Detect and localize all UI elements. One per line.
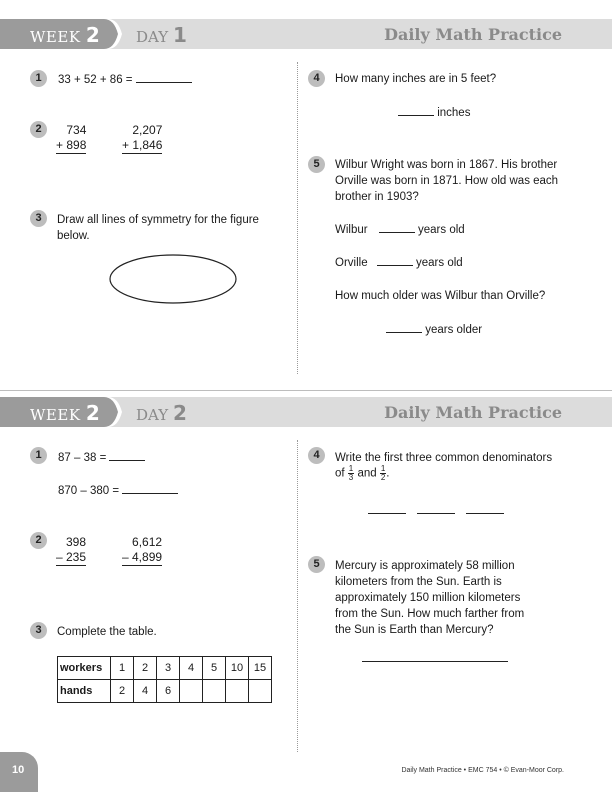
minuend: 6,612 — [132, 535, 163, 549]
day1-column-divider — [297, 62, 298, 374]
day1-q5-line3: brother in 1903? — [335, 191, 419, 203]
answer-blank[interactable] — [377, 254, 413, 266]
answer-blank[interactable] — [136, 71, 192, 83]
day2-q5-line4: from the Sun. How much farther from — [335, 608, 525, 620]
table-cell: 4 — [180, 657, 203, 680]
answer-blank[interactable] — [122, 482, 178, 494]
table-cell: 2 — [111, 680, 134, 703]
day2-q1-text-b: 870 – 380 = — [58, 482, 178, 499]
day2-q2-problem-a — [56, 535, 86, 566]
section-separator — [0, 390, 612, 391]
day2-header-band — [0, 397, 612, 427]
day1-q5-line2: Orville was born in 1871. How old was each — [335, 175, 559, 187]
day2-q3-text: Complete the table. — [57, 626, 157, 638]
day1-q4-number: 4 — [308, 70, 325, 87]
table-cell: 3 — [157, 657, 180, 680]
footer-credit: Daily Math Practice • EMC 754 • © Evan-Moor Corp. — [401, 767, 564, 774]
day1-q4-text: How many inches are in 5 feet? — [335, 73, 497, 85]
answer-blank[interactable] — [466, 513, 504, 514]
day2-q2-number: 2 — [30, 532, 47, 549]
day2-q5-line1: Mercury is approximately 58 million — [335, 560, 515, 572]
oval-figure[interactable] — [108, 253, 238, 305]
day1-week-label: WEEK 2 — [30, 23, 101, 47]
table-cell-blank[interactable] — [203, 680, 226, 703]
subtrahend: – 235 — [56, 550, 87, 564]
fraction-one-third: $\frac{1}{3}$ — [348, 464, 354, 482]
table-cell-blank[interactable] — [180, 680, 203, 703]
day2-q5-line2: kilometers from the Sun. Earth is — [335, 576, 502, 588]
day1-q2-problem-b — [122, 123, 162, 154]
day2-q3-number: 3 — [30, 622, 47, 639]
day1-q4-answer: inches — [398, 104, 470, 121]
day1-q5-older-row: years older — [386, 321, 482, 338]
day1-q5-question: How much older was Wilbur than Orville? — [335, 290, 546, 302]
day1-q5-wilbur-row: Wilbur years old — [335, 221, 465, 238]
addend-bottom: + 1,846 — [122, 138, 163, 152]
addend-top: 734 — [66, 123, 87, 137]
fraction-one-half: $\frac{1}{2}$ — [380, 464, 386, 482]
row-label: workers — [58, 657, 111, 680]
day1-q5-number: 5 — [308, 156, 325, 173]
day1-q3-line2: below. — [57, 230, 90, 242]
answer-blank[interactable] — [379, 221, 415, 233]
answer-blank[interactable] — [109, 449, 145, 461]
day2-q4-number: 4 — [308, 447, 325, 464]
day2-q1-number: 1 — [30, 447, 47, 464]
table-cell: 15 — [249, 657, 272, 680]
day1-q5-line1: Wilbur Wright was born in 1867. His brother — [335, 159, 558, 171]
answer-blank[interactable] — [417, 513, 455, 514]
table-cell: 6 — [157, 680, 180, 703]
table-cell-blank[interactable] — [249, 680, 272, 703]
subtrahend: – 4,899 — [122, 550, 163, 564]
table-cell: 5 — [203, 657, 226, 680]
day2-day-label: DAY 2 — [136, 401, 187, 425]
answer-blank[interactable] — [398, 104, 434, 116]
day2-q5-line3: approximately 150 million kilometers — [335, 592, 521, 604]
table-row-workers — [58, 657, 272, 680]
table-cell: 10 — [226, 657, 249, 680]
day2-q5-line5: the Sun is Earth than Mercury? — [335, 624, 494, 636]
day1-day-label: DAY 1 — [136, 23, 187, 47]
day1-q3-line1: Draw all lines of symmetry for the figure — [57, 214, 259, 226]
table-cell: 4 — [134, 680, 157, 703]
answer-blank[interactable] — [368, 513, 406, 514]
day1-header-band — [0, 19, 612, 49]
day1-week-tab — [0, 19, 124, 49]
day2-q2-problem-b — [122, 535, 162, 566]
day1-q3-number: 3 — [30, 210, 47, 227]
minuend: 398 — [66, 535, 87, 549]
day1-q2-number: 2 — [30, 121, 47, 138]
day1-q5-orville-row: Orville years old — [335, 254, 463, 271]
day2-column-divider — [297, 440, 298, 752]
day2-title: Daily Math Practice — [384, 403, 562, 422]
day2-q5-number: 5 — [308, 556, 325, 573]
day2-q1-text-a: 87 – 38 = — [58, 449, 145, 466]
row-label: hands — [58, 680, 111, 703]
table-row-hands — [58, 680, 272, 703]
workers-hands-table — [57, 656, 272, 703]
day1-q1-number: 1 — [30, 70, 47, 87]
page-number: 10 — [12, 764, 25, 776]
answer-blank[interactable] — [386, 321, 422, 333]
day2-q4-line2: of $\frac{1}{3}$ and $\frac{1}{2}$ . — [335, 464, 390, 482]
addend-bottom: + 898 — [56, 138, 87, 152]
day1-q1-text: 33 + 52 + 86 = — [58, 71, 192, 88]
table-cell: 2 — [134, 657, 157, 680]
addend-top: 2,207 — [132, 123, 163, 137]
day1-title: Daily Math Practice — [384, 25, 562, 44]
table-cell-blank[interactable] — [226, 680, 249, 703]
day2-week-label: WEEK 2 — [30, 401, 101, 425]
answer-blank[interactable] — [362, 661, 508, 662]
table-cell: 1 — [111, 657, 134, 680]
day2-week-tab — [0, 397, 124, 427]
day2-q4-line1: Write the first three common denominators — [335, 452, 553, 464]
day1-q2-problem-a — [56, 123, 86, 154]
